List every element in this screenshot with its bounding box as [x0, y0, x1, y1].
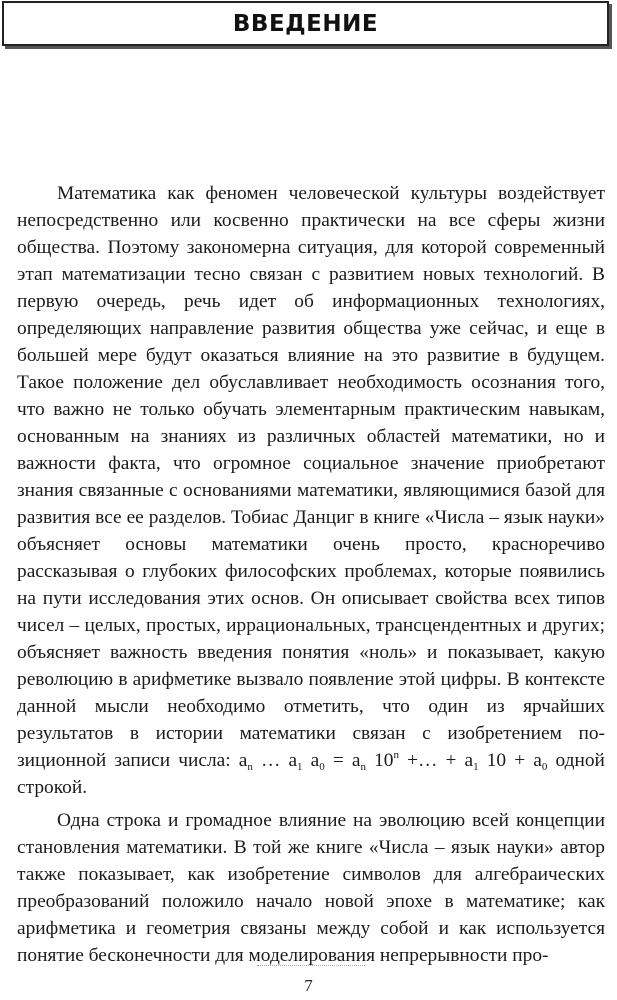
paragraph-1 — [17, 180, 605, 801]
chapter-header-box — [2, 1, 609, 46]
page-number: 7 — [304, 976, 313, 995]
paragraph-1-end: одной строкой. — [17, 750, 605, 798]
chapter-title: ВВЕДЕНИЕ — [232, 10, 379, 37]
paragraph-1-text: Математика как феномен человеческой культуры воздействует непосредственно или косвенно практически на все сферы жизни общества. Поэтому закономерна ситуация, для которой современный этап математизации тесно связан с развитием новых технологий. В первую очередь, речь идет об информационных технологиях, определяющих направление развития общества уже сейчас, и еще в большей мере будут оказаться влияние на это развитие в будущем. Такое положение дел обуславливает необходимость осознания того, что важно не только обучать элементарным практическим навыкам, основанным на знаниях из различных областей математики, но и важности факта, что огромное социальное значение приобретают знания связанные с основаниями математики, являющимися базой для развития все ее разделов. Тобиас Данциг в книге «Числа – язык науки» объясняет основы математики очень просто, красноречиво рассказывая о глубоких философских проблемах, которые появились на пути исследования этих основ. Он описывает свойства всех типов чисел – целых, простых, иррациональных, трансцендентных и других; объясняет важность введения понятия «ноль» и показывает, какую революцию в арифметике вызвало появление этой цифры. В контексте данной мысли необходимо отметить, что один из ярчайших результатов в истории математики связан с изобретением позиционной записи числа: — [17, 183, 605, 771]
positional-notation-formula: $a_n$ … $a_1$ $a_0 = a_n$ 10$^n$ +… + $a_1$ $10 + a_0$ — [238, 749, 548, 773]
paragraph-2: Одна строка и громадное влияние на эволюцию всей концепции становления математики. В той же книге «Числа – язык науки» автор также показывает, как изобретение символов для алгебраических преобразований положило начало новой эпохе в математике; как арифметика и геометрия связаны между собой и как используется понятие бесконечности для моделирования непрерывности про- — [17, 810, 605, 966]
body-text — [17, 180, 605, 969]
footer-divider — [257, 965, 365, 967]
